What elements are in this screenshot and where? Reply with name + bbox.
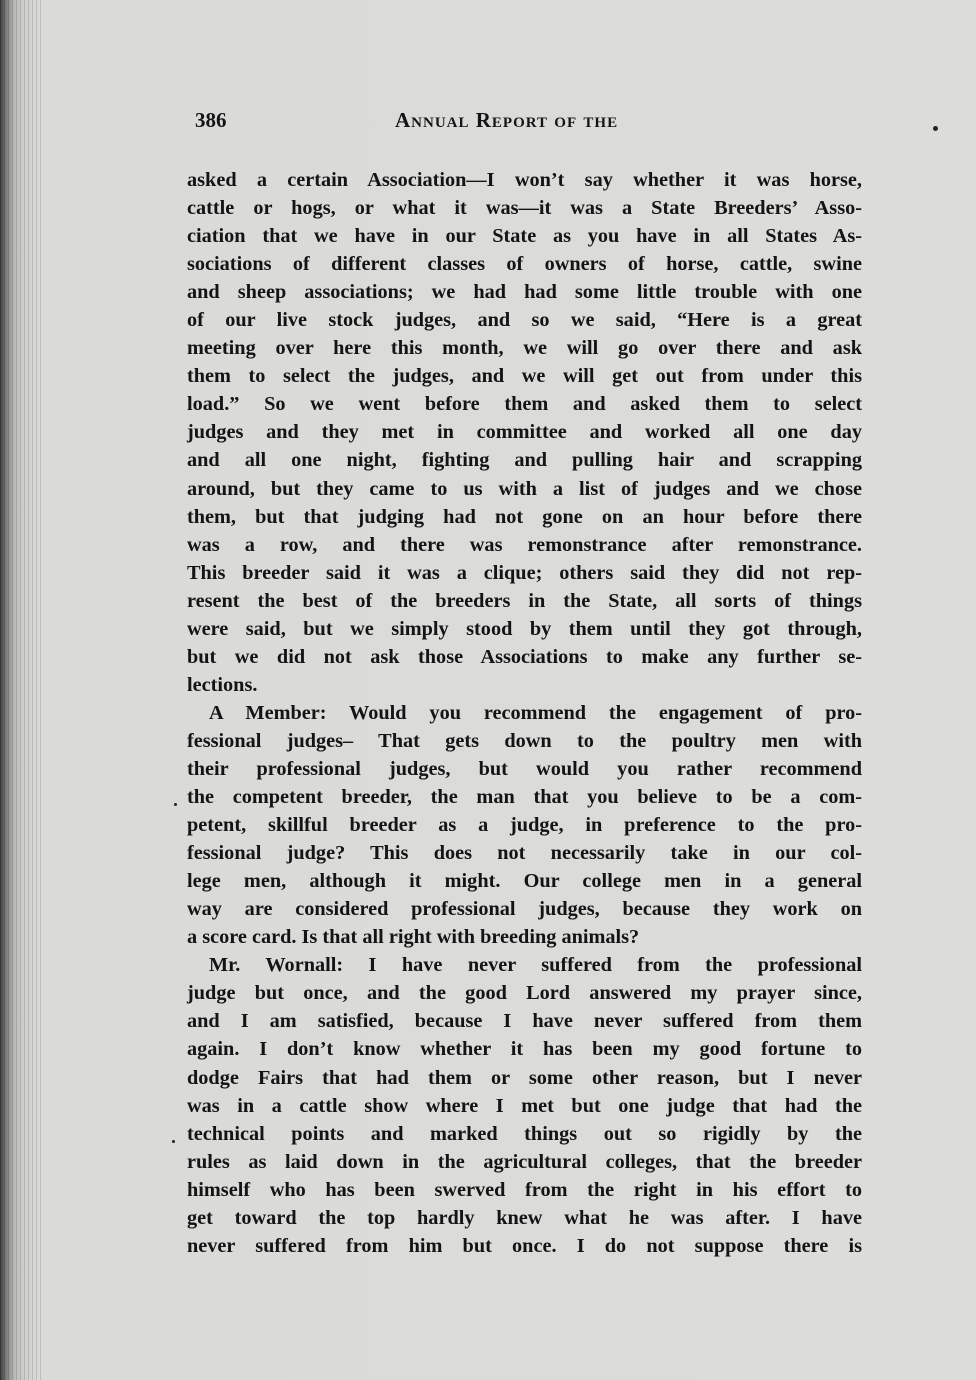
text-line: were said, but we simply stood by them until they got through,	[187, 617, 862, 640]
body-text	[187, 166, 862, 1260]
text-line: ciation that we have in our State as you have in all States As-	[187, 225, 862, 248]
running-head: Annual Report of the	[395, 108, 619, 132]
text-line: This breeder said it was a clique; others said they did not rep-	[187, 561, 862, 584]
text-line: never suffered from him but once. I do not suppose there is	[187, 1234, 862, 1257]
text-line: judges and they met in committee and worked all one day	[187, 421, 862, 444]
text-line: lege men, although it might. Our college men in a general	[187, 870, 862, 893]
text-line: a score card. Is that all right with breeding animals?	[187, 926, 640, 949]
text-line: asked a certain Association—I won’t say whether it was horse,	[187, 169, 862, 191]
text-line: rules as laid down in the agricultural colleges, that the breeder	[187, 1150, 862, 1173]
page-number: 386	[195, 108, 227, 132]
text-line: technical points and marked things out so rigidly by the	[187, 1122, 862, 1145]
text-line: them, but that judging had not gone on an hour before there	[187, 505, 862, 528]
text-line: Mr. Wornall: I have never suffered from the professional	[209, 954, 862, 977]
page-header	[195, 108, 875, 142]
text-line: fessional judge? This does not necessarily take in our col-	[187, 842, 862, 865]
text-line: again. I don’t know whether it has been my good fortune to	[187, 1038, 862, 1061]
text-line: the competent breeder, the man that you believe to be a com-	[187, 786, 862, 809]
text-line: their professional judges, but would you rather recommend	[187, 757, 862, 780]
text-line: way are considered professional judges, because they work on	[187, 898, 862, 921]
text-line: and all one night, fighting and pulling hair and scrapping	[187, 449, 862, 472]
text-line: and I am satisfied, because I have never suffered from them	[187, 1010, 862, 1033]
stray-mark	[933, 126, 938, 131]
text-line: fessional judges– That gets down to the poultry men with	[187, 729, 862, 752]
text-line: was a row, and there was remonstrance after remonstrance.	[187, 533, 862, 556]
text-line: load.” So we went before them and asked them to select	[187, 393, 862, 416]
text-line: resent the best of the breeders in the State, all sorts of things	[187, 589, 862, 612]
text-line: meeting over here this month, we will go over there and ask	[187, 337, 862, 360]
text-line: cattle or hogs, or what it was—it was a State Breeders’ Asso-	[187, 197, 862, 220]
text-line: A Member: Would you recommend the engagement of pro-	[209, 701, 862, 724]
text-line: and sheep associations; we had had some little trouble with one	[187, 281, 862, 304]
text-line: but we did not ask those Associations to make any further se-	[187, 645, 862, 668]
text-line: them to select the judges, and we will get out from under this	[187, 365, 862, 388]
text-line: sociations of different classes of owners of horse, cattle, swine	[187, 253, 862, 276]
text-line: get toward the top hardly knew what he was after. I have	[187, 1206, 862, 1229]
stray-mark	[174, 803, 177, 806]
text-line: judge but once, and the good Lord answered my prayer since,	[187, 982, 862, 1005]
text-line: lections.	[187, 673, 258, 696]
text-line: dodge Fairs that had them or some other reason, but I never	[187, 1066, 862, 1089]
text-line: was in a cattle show where I met but one judge that had the	[187, 1094, 862, 1117]
book-binding-edge	[0, 0, 44, 1380]
text-line: petent, skillful breeder as a judge, in preference to the pro-	[187, 814, 862, 837]
text-line: himself who has been swerved from the right in his effort to	[187, 1178, 862, 1201]
text-line: around, but they came to us with a list of judges and we chose	[187, 477, 862, 500]
stray-mark	[172, 1140, 175, 1143]
text-line: of our live stock judges, and so we said, “Here is a great	[187, 309, 862, 332]
